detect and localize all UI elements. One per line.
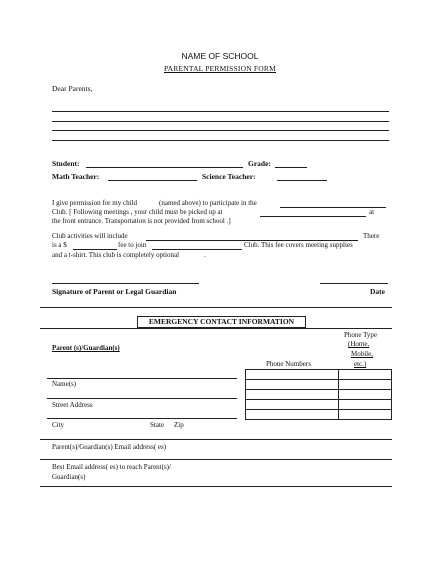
email-field[interactable] (40, 459, 392, 460)
city-label: City (52, 421, 65, 429)
science-teacher-field[interactable] (277, 180, 327, 181)
phone-table (245, 369, 392, 420)
student-field[interactable] (86, 167, 243, 168)
blank-line[interactable] (52, 130, 389, 131)
club-name-field-2[interactable] (152, 249, 242, 250)
best-email-field[interactable] (40, 486, 392, 487)
blank-line[interactable] (52, 121, 389, 122)
zip-label: Zip (174, 421, 184, 429)
names-field[interactable] (47, 398, 237, 399)
best-email-label-line-2: Guardian(s) (52, 473, 86, 481)
phone-table-column-divider (338, 369, 339, 420)
phone-table-row[interactable] (245, 399, 392, 400)
permission-line-1a: I give permission for my child (52, 199, 137, 207)
phone-type-option-mobile: Mobile, (351, 350, 373, 358)
pickup-time-field[interactable] (260, 216, 366, 217)
section-divider (40, 307, 392, 308)
phone-type-label: Phone Type (344, 331, 378, 339)
parent-guardian-label: Parent (s)/Guardian(s) (52, 344, 120, 352)
phone-table-row[interactable] (245, 379, 392, 380)
names-top-rule (47, 378, 237, 379)
signature-field[interactable] (52, 283, 199, 284)
activities-line-2c: Club. This fee covers meeting supplies (244, 241, 353, 249)
phone-table-row[interactable] (245, 389, 392, 390)
email-label: Parent(s)/Guardian(s) Email address( es) (52, 443, 167, 451)
date-label: Date (370, 287, 385, 296)
grade-field[interactable] (275, 167, 307, 168)
activities-line-3b: . (204, 251, 206, 259)
date-field[interactable] (320, 283, 388, 284)
activities-line-1b: There (363, 232, 380, 240)
names-label: Name(s) (52, 380, 77, 388)
greeting: Dear Parents, (52, 84, 93, 93)
permission-line-2b: at (369, 208, 375, 216)
blank-line[interactable] (52, 140, 389, 141)
street-address-label: Street Address (52, 401, 93, 409)
permission-line-1b: (named above) to participate in the (159, 199, 257, 207)
permission-line-2a: Club. [ Following meetings , your child must be picked up at (52, 208, 223, 216)
activities-line-2a: is a $ (52, 241, 67, 249)
state-label: State (150, 421, 164, 429)
emergency-title-rule (40, 328, 392, 329)
activities-line-1a: Club activities will include (52, 232, 128, 240)
city-state-zip-field[interactable] (40, 439, 392, 440)
best-email-label-line-1: Best Email address( es) to reach Parent(s)/ (52, 463, 171, 471)
permission-line-3a: the front entrance. Transportation is not provided from school .] (52, 217, 231, 225)
phone-numbers-label: Phone Numbers (266, 360, 311, 368)
street-address-field[interactable] (47, 418, 237, 419)
blank-line[interactable] (52, 111, 389, 112)
phone-type-option-home: (Home, (348, 340, 370, 348)
activities-line-3a: and a t-shirt. This club is completely optional (52, 251, 180, 259)
school-name: NAME OF SCHOOL (181, 51, 259, 61)
phone-table-row[interactable] (245, 409, 392, 410)
signature-label: Signature of Parent or Legal Guardian (52, 287, 177, 296)
emergency-title: EMERGENCY CONTACT INFORMATION (148, 317, 295, 326)
math-teacher-field[interactable] (108, 180, 197, 181)
phone-type-option-etc: etc.) (354, 360, 367, 368)
student-label: Student: (52, 159, 80, 168)
science-teacher-label: Science Teacher: (202, 172, 256, 181)
math-teacher-label: Math Teacher: (52, 172, 100, 181)
form-title: PARENTAL PERMISSION FORM (163, 64, 276, 73)
grade-label: Grade: (248, 159, 271, 168)
fee-amount-field[interactable] (73, 249, 117, 250)
activities-line-2b: fee to join (118, 241, 147, 249)
